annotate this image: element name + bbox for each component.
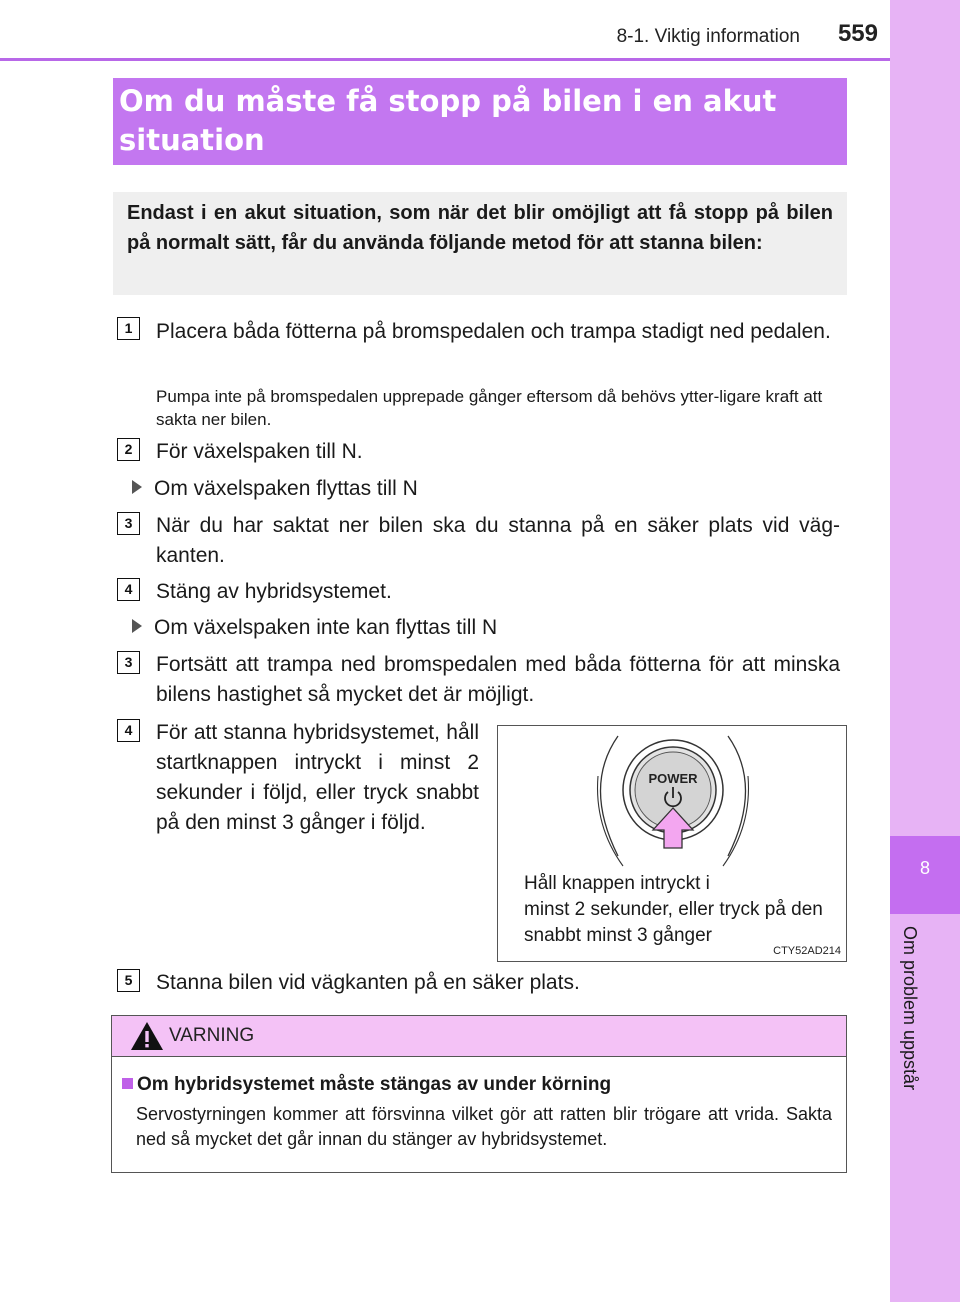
intro-text: Endast i en akut situation, som när det blir omöjligt att få stopp på bilen på normalt sätt, får du använda följande metod för att stanna bilen:: [127, 202, 833, 254]
step-text: Stäng av hybridsystemet.: [156, 580, 392, 603]
power-label: POWER: [648, 771, 698, 786]
header-rule: [0, 58, 890, 61]
step-number: 1: [117, 317, 140, 340]
chapter-number: 8: [890, 836, 960, 914]
power-button-illustration: [498, 726, 848, 876]
warning-item-title: Om hybridsystemet måste stängas av under körning: [122, 1074, 611, 1096]
note-text: Pumpa inte på bromspedalen upprepade gånger eftersom då behövs ytter-ligare kraft att sakta ner bilen.: [156, 387, 823, 429]
step-text: Stanna bilen vid vägkanten på en säker plats.: [156, 971, 580, 994]
step-text: Placera båda fötterna på bromspedalen och trampa stadigt ned pedalen.: [156, 320, 831, 343]
triangle-bullet-icon: [132, 619, 142, 633]
warning-label: VARNING: [169, 1025, 255, 1046]
step-text: Fortsätt att trampa ned bromspedalen med båda fötterna för att minska bilens hastighet så mycket det är möjligt.: [156, 653, 840, 706]
section-title: 8-1. Viktig information: [616, 26, 800, 47]
figure-caption: Håll knappen intryckt i minst 2 sekunder, eller tryck på den snabbt minst 3 gånger: [524, 873, 823, 946]
warning-box: [111, 1015, 847, 1173]
figure-code: CTY52AD214: [773, 945, 841, 957]
warning-header: [112, 1016, 846, 1057]
step-number: 3: [117, 512, 140, 535]
step-text: När du har saktat ner bilen ska du stanna på en säker plats vid väg-kanten.: [156, 514, 840, 567]
warning-icon: [130, 1020, 164, 1052]
intro-box: [113, 192, 847, 295]
step-number: 4: [117, 719, 140, 742]
step-number: 4: [117, 578, 140, 601]
chapter-title: Om problem uppstår: [900, 926, 920, 1091]
page-number: 559: [837, 20, 878, 47]
warning-item-text: Servostyrningen kommer att försvinna vilket gör att ratten blir trögare att vrida. Sakta ned så mycket det går innan du stänger av hybridsystemet.: [136, 1104, 832, 1149]
square-bullet-icon: [122, 1078, 133, 1089]
title-banner: [113, 78, 847, 165]
step-number: 2: [117, 438, 140, 461]
sub-heading: Om växelspaken inte kan flyttas till N: [132, 613, 497, 643]
step-text: För att stanna hybridsystemet, håll startknappen intryckt i minst 2 sekunder i följd, eller tryck snabbt på den minst 3 gånger i följd.: [156, 721, 479, 834]
step-number: 5: [117, 969, 140, 992]
step-text: För växelspaken till N.: [156, 440, 363, 463]
page-title: Om du måste få stopp på bilen i en akut situation: [119, 84, 777, 157]
triangle-bullet-icon: [132, 480, 142, 494]
sub-heading: Om växelspaken flyttas till N: [132, 474, 418, 504]
step-number: 3: [117, 651, 140, 674]
power-button-figure: [497, 725, 847, 962]
